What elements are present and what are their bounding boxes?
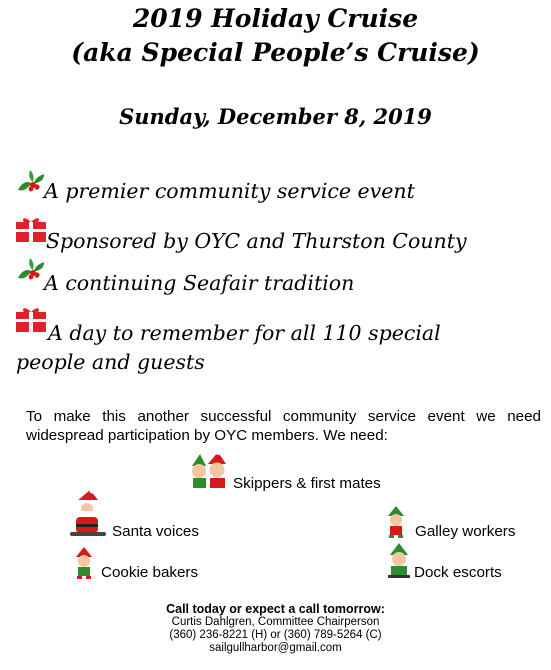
elf-icon (70, 547, 98, 579)
elf-icon (384, 543, 414, 579)
need-label: Galley workers (415, 523, 516, 540)
elf-icon (384, 506, 408, 538)
holly-icon (14, 168, 48, 198)
highlight-text: A continuing Seafair tradition (44, 271, 355, 295)
page-subtitle: (aka Special People’s Cruise) (71, 38, 480, 67)
appeal-paragraph: To make this another successful community service event we need widespread participation by OYC members. We need: (26, 408, 541, 444)
need-label: Cookie bakers (101, 564, 199, 581)
holly-icon (14, 256, 48, 286)
need-label: Dock escorts (414, 564, 502, 581)
contact-name: Curtis Dahlgren, Committee Chairperson (171, 616, 380, 628)
highlight-text: A day to remember for all 110 special (48, 321, 441, 345)
contact-phones: (360) 236-8221 (H) or (360) 789-5264 (C) (169, 629, 382, 641)
highlight-text: A premier community service event (44, 179, 415, 203)
contact-email: sailgullharbor@gmail.com (209, 642, 342, 654)
need-label: Skippers & first mates (233, 475, 381, 492)
highlight-text-continued: people and guests (16, 350, 205, 374)
highlight-text: Sponsored by OYC and Thurston County (46, 229, 467, 253)
santa-icon (66, 490, 110, 538)
event-date: Sunday, December 8, 2019 (119, 104, 432, 129)
need-label: Santa voices (112, 523, 199, 540)
contact-headline: Call today or expect a call tomorrow: (166, 602, 385, 616)
elves-icon (188, 452, 230, 490)
gift-icon (16, 216, 46, 242)
page-title: 2019 Holiday Cruise (132, 4, 419, 33)
gift-icon (16, 306, 46, 332)
